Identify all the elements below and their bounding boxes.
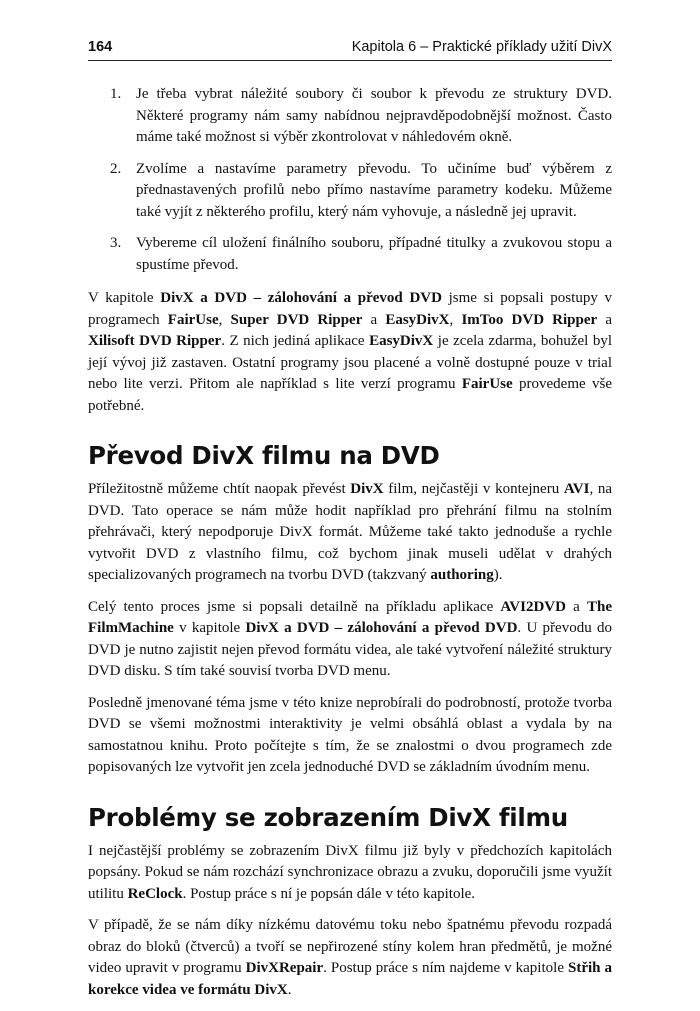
bold-term: AVI — [563, 481, 590, 497]
chapter-reference: Střih a korekce videa ve formátu DivX — [88, 960, 612, 998]
program-name: ReClock — [127, 885, 183, 902]
chapter-title: Kapitola 6 – Praktické příklady užití DivX — [351, 39, 612, 55]
page-number: 164 — [88, 39, 113, 55]
section-heading-divx-to-dvd: Převod DivX filmu na DVD — [88, 441, 440, 470]
text-run: V kapitole — [88, 290, 161, 306]
text-run: , — [218, 311, 231, 328]
list-item-text: Vybereme cíl uložení finálního souboru, případné titulky a zvukovou stopu a spustíme převod. — [136, 235, 612, 273]
text-run: je zcela zdarma, bohužel byl její vývoj již zastaven. Ostatní programy jsou placené a volně dostupné pouze v trial nebo lite verzi. Přitom ale například s lite verzí programu — [88, 333, 612, 392]
list-item-text: Je třeba vybrat náležité soubory či soubor k převodu ze struktury DVD. Některé programy nám samy nabídnou nejpravděpodobnější možnost. Často máme také možnost si výběr zkontrolovat v náhledovém okně. — [136, 86, 612, 145]
text-run: ). — [493, 567, 503, 583]
program-name: Xilisoft DVD Ripper — [88, 333, 222, 349]
text-run: a — [565, 598, 587, 615]
section1-paragraph-3: Posledně jmenované téma jsme v této knize neprobírali do podrobností, protože tvorba DVD se všemi možnostmi interaktivity je velmi obsáhlá oblast a vydala by na samostatnou knihu. Proto počítejte s tím, že se znalostmi o dvou programech zde popisovaných lze vytvořit jen zcela jednoduché DVD se základním úvodním menu. — [88, 694, 612, 775]
section-heading-playback-problems: Problémy se zobrazením DivX filmu — [88, 802, 568, 832]
text-run: a — [597, 311, 612, 328]
list-item-number: 1. — [110, 86, 122, 102]
section2-paragraph-1 — [88, 841, 612, 906]
text-run: Celý tento proces jsme si popsali detailně na příkladu aplikace — [88, 598, 501, 615]
list-item-number: 2. — [110, 160, 122, 177]
text-run: I nejčastější problémy se zobrazením DivX filmu již byly v předchozích kapitolách popsány. Pokud se nám rozchází synchronizace obrazu a zvuku, doporučili jsme využít utilitu — [88, 842, 612, 902]
text-run: . Z nich jediná aplikace — [221, 333, 370, 349]
bold-term: DivX — [350, 481, 384, 497]
text-run: jsme si popsali postupy v programech — [88, 290, 612, 328]
list-item-number: 3. — [110, 235, 122, 251]
list-item — [88, 84, 612, 149]
section2-paragraph-2 — [88, 915, 612, 1001]
text-run: , na DVD. Tato operace se nám může hodit například pro přehrání filmu na stolním přehrávači, který nepodporuje DivX formát. Můžeme také takto jednoduše a rychle vytvořit DVD z vlastního filmu, což bychom jinak museli udělat v drahých specializovaných programech na tvorbu DVD (takzvaný — [88, 481, 612, 583]
text-run: a — [362, 311, 386, 328]
list-item — [88, 233, 612, 276]
program-name: EasyDivX — [369, 333, 434, 349]
program-name: Super DVD Ripper — [230, 311, 363, 328]
text-run: . U převodu do DVD je nutno zajistit nejen převod formátu videa, ale také vytvoření náležité struktury DVD disku. S tím také souvisí tvorba DVD menu. — [88, 620, 612, 679]
steps-list — [88, 84, 612, 276]
page-body — [88, 84, 612, 1011]
text-run: provedeme vše potřebné. — [88, 376, 612, 414]
bold-term: authoring — [430, 567, 494, 583]
text-run: v kapitole — [173, 620, 246, 636]
program-name: FairUse — [461, 376, 513, 392]
text-run: Příležitostně můžeme chtít naopak převést — [88, 481, 351, 497]
text-run: , — [449, 311, 462, 328]
intro-paragraph — [88, 288, 612, 417]
program-name: EasyDivX — [385, 311, 450, 328]
chapter-reference: DivX a DVD – zálohování a převod DVD — [245, 620, 518, 636]
list-item-text: Zvolíme a nastavíme parametry převodu. To učiníme buď výběrem z přednastavených profilů nebo přímo nastavíme parametry kodeku. Můžeme také vyjít z některého profilu, který nám vyhovuje, a následně jej upravit. — [136, 160, 612, 220]
chapter-reference: DivX a DVD – zálohování a převod DVD — [160, 290, 442, 306]
program-name: The FilmMachine — [88, 598, 612, 636]
text-run: . Postup práce s ním najdeme v kapitole — [323, 960, 568, 976]
text-run: . — [287, 981, 292, 998]
text-run: film, nejčastěji v kontejneru — [383, 481, 564, 497]
running-header — [88, 30, 612, 61]
section1-paragraph-2 — [88, 597, 612, 683]
section1-paragraph-1 — [88, 479, 612, 587]
program-name: DivXRepair — [245, 960, 324, 976]
text-run: V případě, že se nám díky nízkému datovému toku nebo špatnému převodu rozpadá obraz do bloků (čtverců) a tvoří se nepřirozené stíny kolem hran předmětů, je možné video upravit v programu — [88, 917, 612, 976]
program-name: AVI2DVD — [500, 598, 566, 615]
program-name: FairUse — [167, 311, 219, 328]
text-run: . Postup práce s ní je popsán dále v této kapitole. — [182, 885, 476, 902]
program-name: ImToo DVD Ripper — [461, 311, 598, 328]
list-item — [88, 159, 612, 224]
